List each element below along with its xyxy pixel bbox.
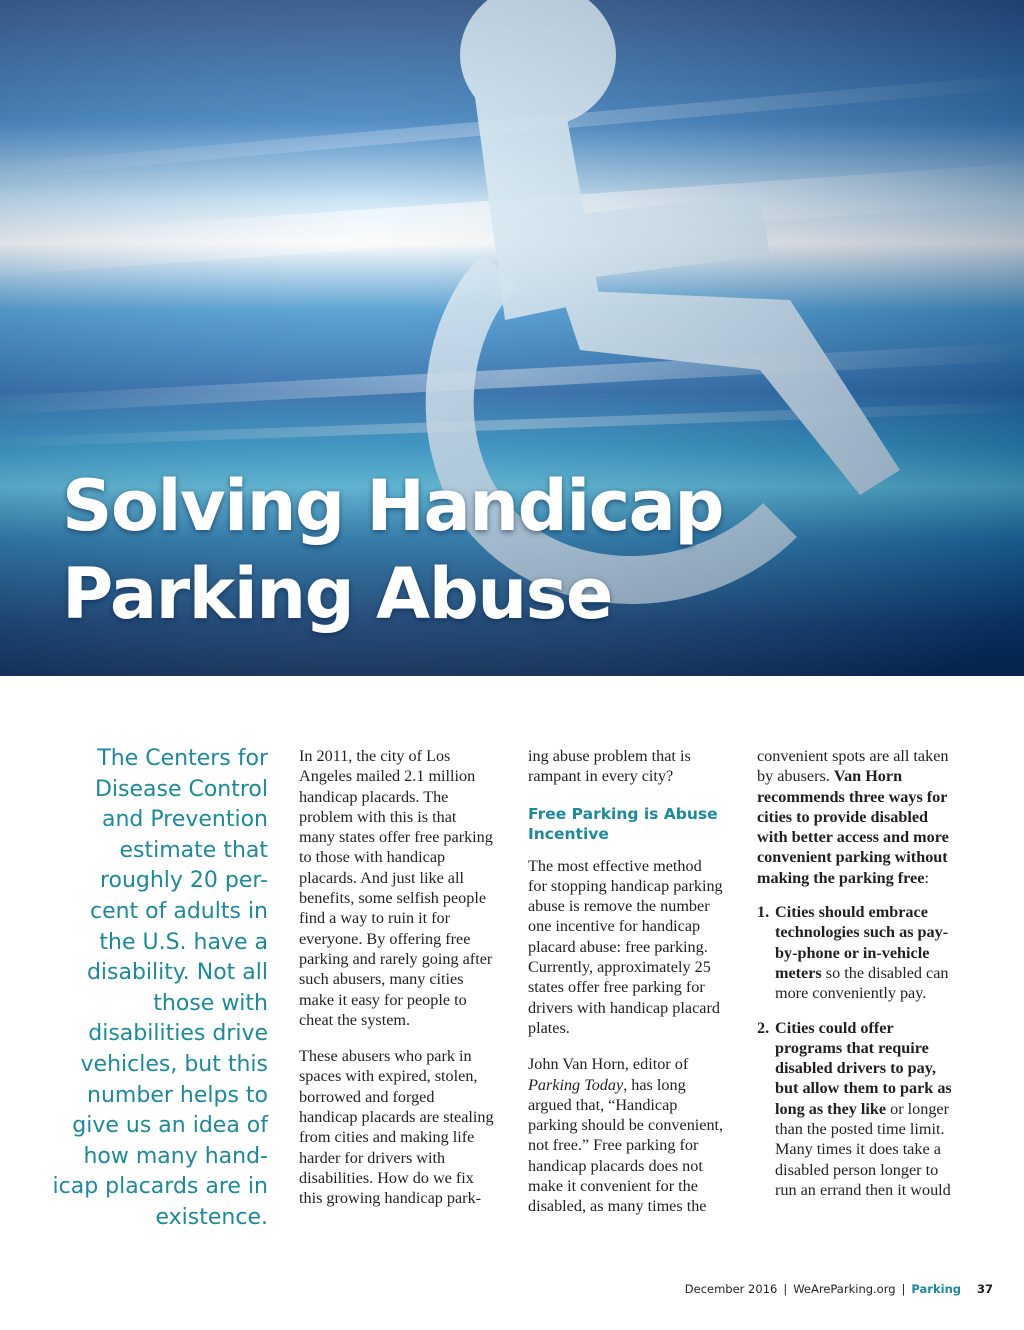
- title-line-1: Solving Handicap: [62, 465, 724, 547]
- article-title: [62, 462, 962, 638]
- title-line-2: Parking Abuse: [62, 553, 612, 635]
- emphasis: Cities could offer programs that require disabled drivers to pay, but allow them to park as long as they like: [775, 1018, 952, 1118]
- issue-date: December 2016: [684, 1282, 778, 1296]
- page-number: 37: [976, 1282, 993, 1296]
- publication-name: Parking Today: [528, 1075, 624, 1094]
- list-number: 1.: [757, 903, 770, 922]
- paragraph: ing abuse problem that is rampant in every city?: [528, 747, 691, 786]
- separator: |: [901, 1282, 906, 1296]
- recommendations-list: [757, 902, 957, 1200]
- list-item: [757, 1018, 957, 1201]
- list-number: 2.: [757, 1018, 770, 1037]
- separator: |: [783, 1282, 788, 1296]
- text-run: John Van Horn, editor of: [528, 1055, 689, 1074]
- text-run: so the disabled can more conveniently pay.: [775, 963, 949, 1003]
- text-run: convenient spots are all taken by abusers.: [757, 747, 949, 786]
- emphasis: Cities should embrace technologies such as pay-by-phone or in-vehicle meters: [775, 903, 949, 982]
- paragraph: [528, 1054, 724, 1216]
- article-column-1: [299, 746, 495, 1209]
- paragraph: These abusers who park in spaces with expired, stolen, borrowed and forged handicap placards are stealing from cities and making life harder for drivers with disabilities. How do we fix this growing handicap park-: [299, 1047, 494, 1208]
- paragraph: The most effective method for stopping handicap parking abuse is remove the number one incentive for handicap placard abuse: free parking. Currently, approximately 25 states offer free parking for drivers with handicap placard plates.: [528, 856, 723, 1037]
- section-subhead: Free Parking is Abuse Incentive: [528, 804, 718, 843]
- page-footer: [685, 1282, 993, 1296]
- text-run: or longer than the posted time limit. Many times it does take a disabled person longer to run an errand then it would: [775, 1099, 951, 1199]
- paragraph: In 2011, the city of Los Angeles mailed 2.1 million handicap placards. The problem with this is that many states offer free parking to those with handicap placards. And just like all benefits, some selfish people find a way to ruin it for everyone. By offering free parking and rarely going after such abusers, many cities make it easy for people to cheat the system.: [299, 747, 493, 1029]
- list-item: [757, 902, 957, 1003]
- paragraph: [757, 746, 957, 888]
- website: WeAreParking.org: [793, 1282, 896, 1296]
- pull-quote: The Centers for Disease Control and Prevention estimate that roughly 20 per-cent of adults in the U.S. have a disability. Not all those with disabilities drive vehicles, but this number helps to give us an idea of how many hand-icap placards are in existence.: [52, 746, 268, 1230]
- article-column-3: [757, 746, 957, 1214]
- article-column-2: [528, 746, 724, 1217]
- emphasis: Van Horn recommends three ways for cities to provide disabled with better access and more convenient parking without making the parking free: [757, 767, 949, 887]
- text-run: , has long argued that, “Handicap parking should be convenient, not free.” Free parking for handicap placards does not make it convenient for the disabled, as many times the: [528, 1075, 724, 1216]
- text-run: :: [924, 868, 929, 887]
- magazine-name: Parking: [911, 1282, 961, 1296]
